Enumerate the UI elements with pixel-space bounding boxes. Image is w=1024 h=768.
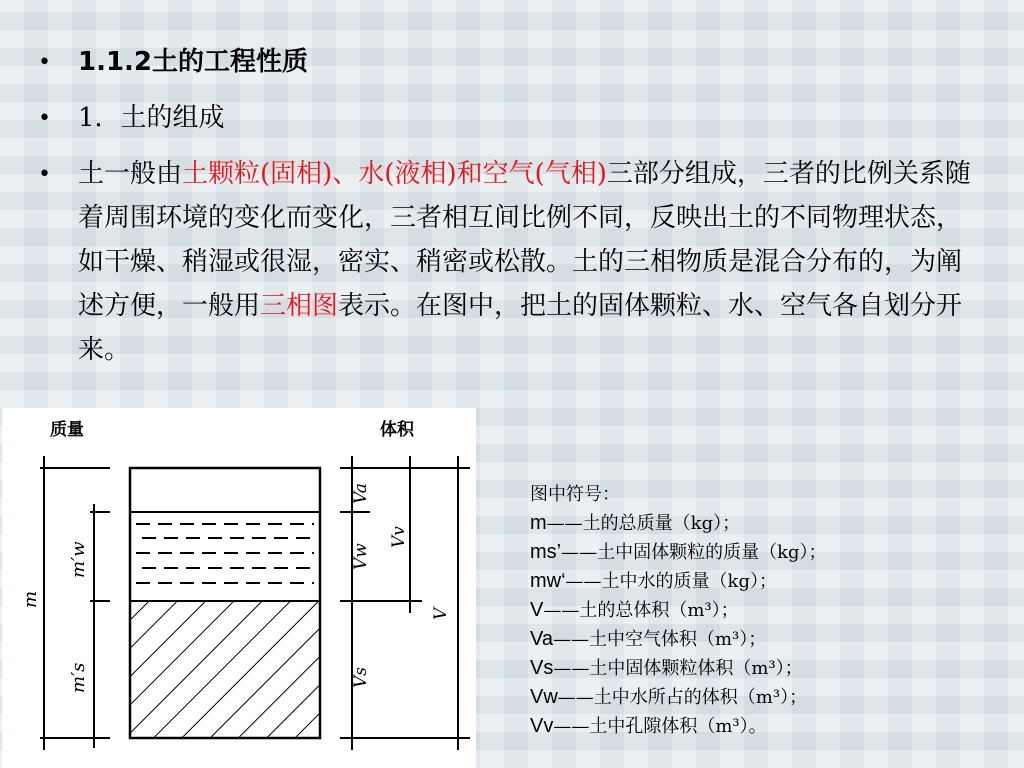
label-Vw: Vw — [351, 543, 371, 570]
legend-item — [530, 538, 1010, 567]
water-phase — [136, 524, 314, 583]
paragraph-part: 三部分组成，三者的比例关系随着周围环境的变化而变化，三者相互间比例不同，反映出土的不同物理状态，如干燥、稍湿或很湿，密实、稍密或松散。土的三相物质是混合分布的，为阐述方便，一般用 — [78, 159, 971, 321]
label-V: V — [431, 607, 451, 620]
highlight-phases: 土颗粒(固相)、水(液相)和空气(气相) — [182, 159, 607, 189]
slide-text — [38, 40, 978, 382]
legend-item — [530, 596, 1010, 625]
paragraph-part: 土一般由 — [78, 159, 183, 189]
paragraph-part: 表示。在图中，把土的固体颗粒、水、空气各自划分开来。 — [78, 291, 963, 365]
legend-item — [530, 625, 1010, 654]
legend-item — [530, 509, 1010, 538]
legend-desc: ——土中水所占的体积（m³）； — [557, 687, 808, 708]
legend-title: 图中符号： — [530, 484, 620, 505]
bullet-subheading — [38, 96, 978, 142]
legend-desc: ——土的总质量（kg）； — [546, 513, 741, 534]
legend-item — [530, 567, 1010, 596]
three-phase-diagram — [2, 408, 476, 768]
label-mw: m′w — [68, 541, 89, 578]
subsection-title: 1．土的组成 — [78, 103, 225, 133]
legend-desc: ——土中孔隙体积（m³）。 — [553, 716, 767, 737]
legend-symbol: ms’ — [530, 541, 562, 563]
mass-dimensions — [40, 456, 110, 750]
bullet-dot: • — [38, 50, 51, 75]
label-m: m — [20, 590, 41, 608]
legend-symbol: Va — [530, 628, 553, 650]
label-Vs: Vs — [351, 666, 371, 688]
legend-item — [530, 712, 1010, 741]
legend-symbol: Vv — [530, 715, 554, 737]
legend-desc: ——土中固体颗粒体积（m³）； — [553, 658, 803, 679]
legend-symbol: V — [530, 599, 544, 621]
legend-desc: ——土中空气体积（m³）； — [552, 629, 767, 650]
legend-item — [530, 683, 1010, 712]
label-Va: Va — [351, 483, 371, 504]
legend-symbol: Vs — [530, 657, 554, 679]
symbol-legend — [530, 480, 1010, 741]
legend-symbol: Vw — [530, 686, 558, 708]
mass-header: 质量 — [50, 420, 84, 440]
bullet-dot: • — [38, 106, 51, 131]
solid-phase — [130, 601, 320, 738]
legend-desc: ——土的总体积（m³）； — [543, 600, 739, 621]
legend-item — [530, 654, 1010, 683]
legend-symbol: m — [530, 512, 547, 534]
bullet-dot: • — [38, 162, 51, 187]
legend-desc: ——土中固体颗粒的质量（kg）； — [561, 542, 827, 563]
label-Vv: Vv — [389, 526, 409, 548]
label-ms: m′s — [68, 662, 89, 693]
bullet-paragraph — [38, 152, 978, 372]
section-title: 1.1.2土的工程性质 — [78, 47, 309, 77]
legend-desc: ——土中水的质量（kg）； — [565, 571, 777, 592]
three-phase-svg — [2, 408, 476, 768]
legend-symbol: mw‘ — [530, 570, 566, 592]
volume-header: 体积 — [380, 420, 414, 440]
paragraph — [78, 152, 978, 372]
highlight-three-phase-diagram: 三相图 — [260, 291, 339, 321]
bullet-heading — [38, 40, 978, 86]
